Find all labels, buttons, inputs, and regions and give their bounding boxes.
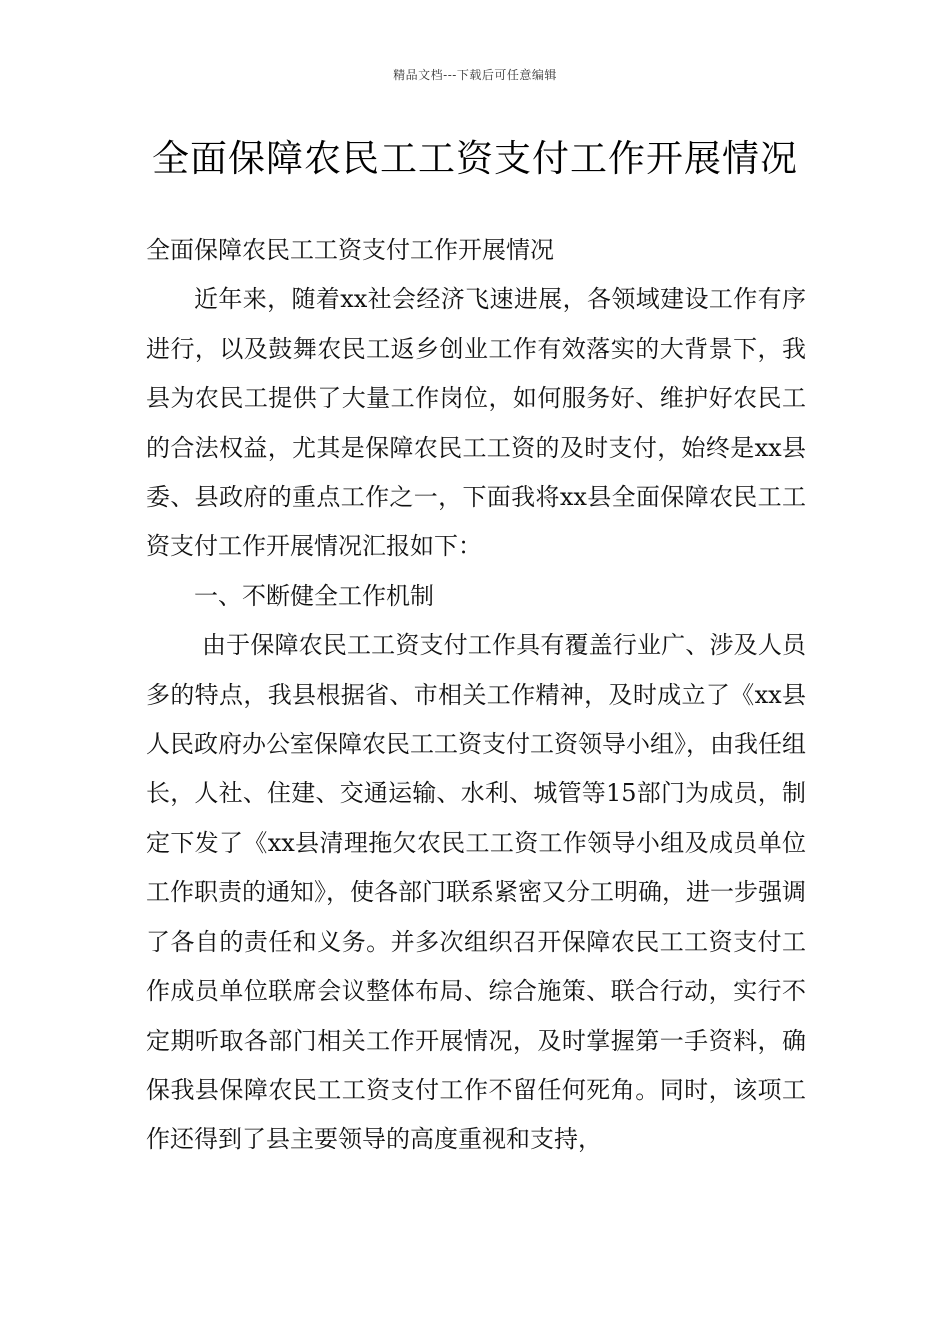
document-subtitle: 全面保障农民工工资支付工作开展情况 — [146, 236, 554, 264]
paragraph-intro: 近年来，随着xx社会经济飞速进展，各领域建设工作有序进行，以及鼓舞农民工返乡创业工作有效落实的大背景下，我县为农民工提供了大量工作岗位，如何服务好、维护好农民工的合法权益，尤其是保障农民工工资的及时支付，始终是xx县委、县政府的重点工作之一，下面我将xx县全面保障农民工工资支付工作开展情况汇报如下： — [146, 285, 806, 561]
document-title: 全面保障农民工工资支付工作开展情况 — [152, 137, 798, 180]
section-heading: 一、不断健全工作机制 — [194, 581, 434, 610]
paragraph-mechanism: 由于保障农民工工资支付工作具有覆盖行业广、涉及人员多的特点，我县根据省、市相关工作精神，及时成立了《xx县人民政府办公室保障农民工工资支付工资领导小组》，由我任组长，人社、住建、交通运输、水利、城管等15部门为成员，制定下发了《xx县清理拖欠农民工工资工作领导小组及成员单位工作职责的通知》，使各部门联系紧密又分工明确，进一步强调了各自的责任和义务。并多次组织召开保障农民工工资支付工作成员单位联席会议整体布局、综合施策、联合行动，实行不定期听取各部门相关工作开展情况，及时掌握第一手资料，确保我县保障农民工工资支付工作不留任何死角。同时，该项工作还得到了县主要领导的高度重视和支持， — [146, 631, 806, 1154]
header-note: 精品文档---下载后可任意编辑 — [393, 68, 557, 82]
document-body — [146, 226, 806, 1165]
